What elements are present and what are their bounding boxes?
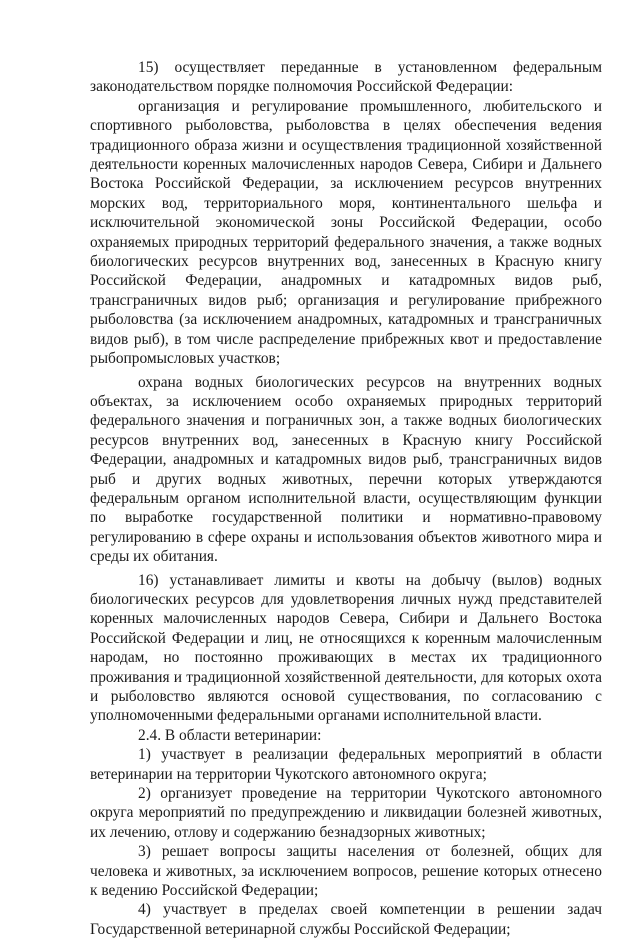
paragraph-vet-item-2: 2) организует проведение на территории Чукотского автономного округа мероприятий по предупреждению и ликвидации болезней животных, их лечению, отлову и содержанию безнадзорных животных; [90, 785, 602, 841]
paragraph-item-16: 16) устанавливает лимиты и квоты на добычу (вылов) водных биологических ресурсов для удовлетворения личных нужд представителей коренных малочисленных народов Севера, Сибири и Дальнего Востока Российской Федерации и лиц, не относящихся к коренным малочисленным народам, но постоянно проживающих в местах их традиционного проживания и традиционной хозяйственной деятельности, для которых охота и рыболовство являются основой существования, по согласованию с уполномоченными федеральными органами исполнительной власти. [90, 571, 602, 725]
paragraph-vet-item-3: 3) решает вопросы защиты населения от болезней, общих для человека и животных, за исключением вопросов, решение которых отнесено к ведению Российской Федерации; [90, 843, 602, 900]
document-page [90, 58, 602, 939]
paragraph-aquatic-resources-protection: охрана водных биологических ресурсов на внутренних водных объектах, за исключением особо охраняемых природных территорий федерального значения и пограничных зон, а также водных биологических ресурсов внутренних вод, занесенных в Красную книгу Российской Федерации, анадромных и катадромных видов рыб, трансграничных видов рыб и других водных животных, перечни которых утверждаются федеральным органом исполнительной власти, осуществляющим функции по выработке государственной политики и нормативно-правовому регулированию в сфере охраны и использования объектов животного мира и среды их обитания. [90, 373, 602, 566]
paragraph-fishing-regulation: организация и регулирование промышленного, любительского и спортивного рыболовства, рыболовства в целях обеспечения ведения традиционного образа жизни и осуществления традиционной хозяйственной деятельности коренных малочисленных народов Севера, Сибири и Дальнего Востока Российской Федерации, за исключением ресурсов внутренних морских вод, территориального моря, континентального шельфа и исключительной экономической зоны Российской Федерации, особо охраняемых природных территорий федерального значения, а также водных биологических ресурсов внутренних вод, занесенных в Красную книгу Российской Федерации, анадромных и катадромных видов рыб, трансграничных видов рыб; организация и регулирование прибрежного рыболовства (за исключением анадромных, катадромных и трансграничных видов рыб), в том числе распределение прибрежных квот и предоставление рыбопромысловых участков; [90, 97, 602, 368]
paragraph-vet-item-1: 1) участвует в реализации федеральных мероприятий в области ветеринарии на территории Чукотского автономного округа; [90, 746, 602, 783]
section-heading-veterinary: 2.4. В области ветеринарии: [138, 726, 322, 744]
paragraph-item-15: 15) осуществляет переданные в установленном федеральным законодательством порядке полномочия Российской Федерации: [90, 59, 602, 96]
paragraph-vet-item-4: 4) участвует в пределах своей компетенции в решении задач Государственной ветеринарной службы Российской Федерации; [90, 901, 602, 938]
